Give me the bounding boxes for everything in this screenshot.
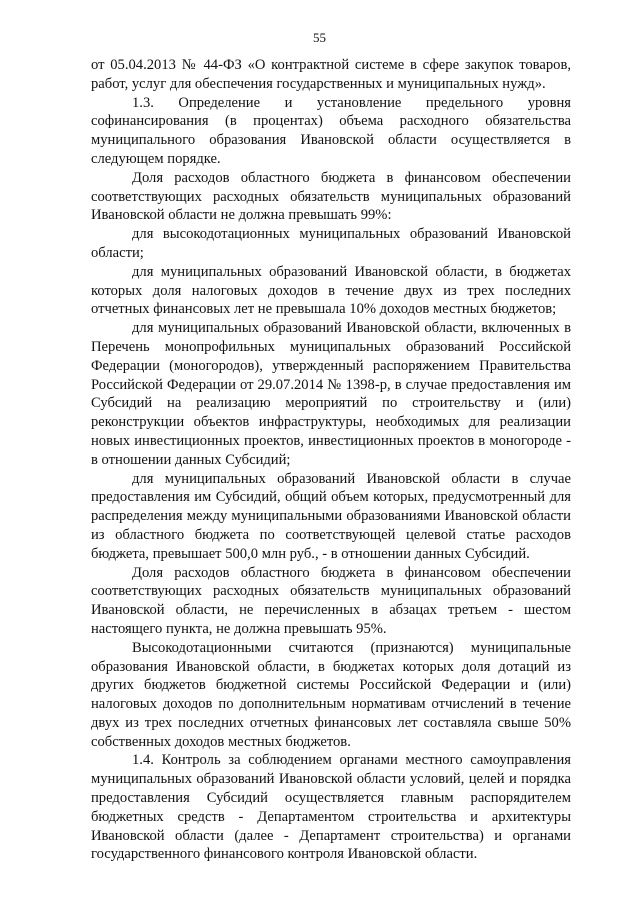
paragraph-clause-1-4: 1.4. Контроль за соблюдением органами местного самоуправления муниципальных образований Ивановской области условий, целей и порядка предоставления Субсидий осуществляется главным распорядителем бюджетных средств - Департаментом строительства и архитектуры Ивановской области (далее - Департамент строительства) и органами государственного финансового контроля Ивановской области.: [91, 752, 571, 863]
paragraph-max-share-99: Доля расходов областного бюджета в финансовом обеспечении соответствующих расходных обязательств муниципальных образований Ивановской области не должна превышать 99%:: [91, 169, 571, 224]
page-number: 55: [313, 30, 326, 45]
paragraph-large-subsidies: для муниципальных образований Ивановской области в случае предоставления им Субсидий, общий объем которых, предусмотренный для распределения между муниципальными образованиями Ивановской области из областного бюджета по соответствующей целевой статье расходов бюджета, превышает 500,0 млн руб., - в отношении данных Субсидий.: [91, 470, 571, 562]
paragraph-high-subsidy-definition: Высокодотационными считаются (признаются) муниципальные образования Ивановской области, в бюджетах которых доля дотаций из других бюджетов бюджетной системы Российской Федерации и (или) налоговых доходов по дополнительным нормативам отчислений в течение двух из трех последних отчетных финансовых лет составляла свыше 50% собственных доходов местных бюджетов.: [91, 639, 571, 750]
paragraph-max-share-95: Доля расходов областного бюджета в финансовом обеспечении соответствующих расходных обязательств муниципальных образований Ивановской области, не перечисленных в абзацах третьем - шестом настоящего пункта, не должна превышать 95%.: [91, 564, 571, 637]
paragraph-high-subsidy-municipalities: для высокодотационных муниципальных образований Ивановской области;: [91, 226, 571, 261]
paragraph-monotowns: для муниципальных образований Ивановской области, включенных в Перечень монопрофильных муниципальных образований Российской Федерации (моногородов), утвержденный распоряжением Правительства Российской Федерации от 29.07.2014 № 1398-р, в случае предоставления им Субсидий на реализацию мероприятий по строительству и (или) реконструкции объектов инфраструктуры, необходимых для реализации новых инвестиционных проектов, инвестиционных проектов в моногороде - в отношении данных Субсидий;: [91, 320, 571, 468]
paragraph-tax-revenue-share: для муниципальных образований Ивановской области, в бюджетах которых доля налоговых доходов в течение двух из трех последних отчетных финансовых лет не превышала 10% доходов местных бюджетов;: [91, 263, 571, 318]
body-text: [91, 56, 571, 864]
paragraph-continuation: от 05.04.2013 № 44-ФЗ «О контрактной системе в сфере закупок товаров, работ, услуг для обеспечения государственных и муниципальных нужд».: [91, 57, 571, 92]
paragraph-clause-1-3: 1.3. Определение и установление предельного уровня софинансирования (в процентах) объема расходного обязательства муниципального образования Ивановской области осуществляется в следующем порядке.: [91, 94, 571, 167]
